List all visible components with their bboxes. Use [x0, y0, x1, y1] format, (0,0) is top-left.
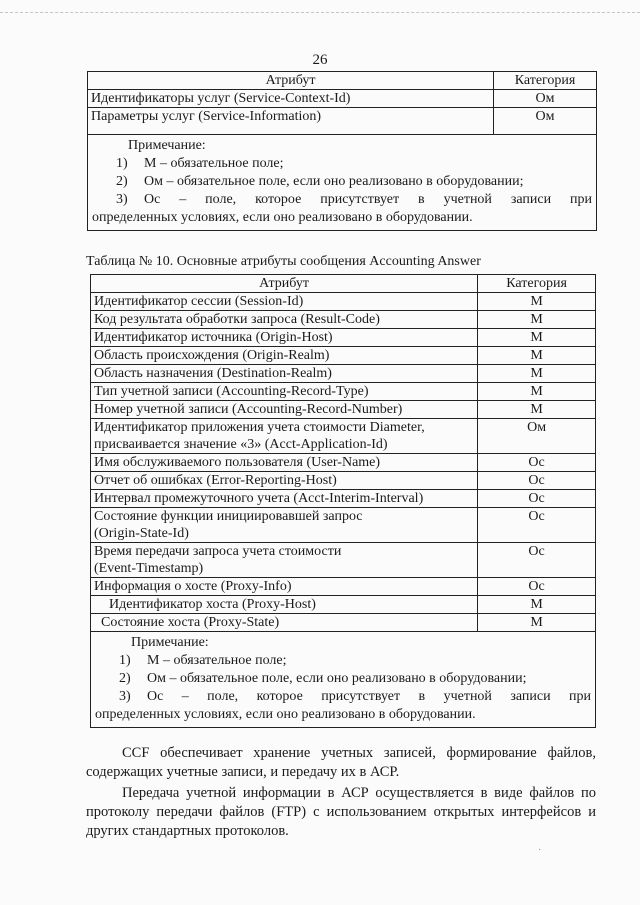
column-header-category: Категория — [494, 72, 597, 90]
category-cell: М — [478, 293, 596, 311]
table-row — [91, 419, 596, 454]
category-cell: М — [478, 401, 596, 419]
table-row — [88, 108, 597, 135]
note-title: Примечание: — [131, 635, 209, 650]
attribute-cell: Идентификатор сессии (Session-Id) — [91, 293, 478, 311]
column-header-attribute: Атрибут — [91, 275, 478, 293]
table-row — [91, 543, 596, 578]
attribute-cell: Идентификатор источника (Origin-Host) — [91, 329, 478, 347]
scan-speck: ˙ — [538, 848, 542, 859]
category-cell: М — [478, 383, 596, 401]
category-cell: Ом — [478, 419, 596, 454]
column-header-category: Категория — [478, 275, 596, 293]
attribute-cell: Имя обслуживаемого пользователя (User-Name) — [91, 454, 478, 472]
attribute-cell: Состояние функции инициировавшей запрос (Origin-State-Id) — [91, 508, 478, 543]
attribute-cell: Номер учетной записи (Accounting-Record-Number) — [91, 401, 478, 419]
table-row — [91, 329, 596, 347]
note-item: 1) М – обязательное поле; — [119, 653, 287, 668]
category-cell: М — [478, 347, 596, 365]
body-paragraph: CCF обеспечивает хранение учетных записей, формирование файлов, содержащих учетные записи, и передачу их в АСР. — [86, 745, 596, 780]
category-cell: Ос — [478, 508, 596, 543]
attribute-cell: Время передачи запроса учета стоимости (Event-Timestamp) — [91, 543, 478, 578]
table-row — [91, 311, 596, 329]
attributes-table-2 — [90, 274, 596, 728]
column-header-attribute: Атрибут — [88, 72, 494, 90]
table-row — [91, 347, 596, 365]
attribute-cell: Идентификаторы услуг (Service-Context-Id) — [88, 90, 494, 108]
category-cell: Ос — [478, 454, 596, 472]
category-cell: Ос — [478, 490, 596, 508]
table-row — [91, 508, 596, 543]
attribute-cell: Область происхождения (Origin-Realm) — [91, 347, 478, 365]
note-cell — [91, 632, 596, 728]
note-row — [91, 632, 596, 728]
category-cell: Ом — [494, 108, 597, 135]
table-row — [91, 472, 596, 490]
table-row — [91, 454, 596, 472]
body-paragraph: Передача учетной информации в АСР осуществляется в виде файлов по протоколу передачи файлов (FTP) с использованием открытых интерфейсов и других стандартных протоколов. — [86, 785, 596, 839]
attribute-cell: Тип учетной записи (Accounting-Record-Type) — [91, 383, 478, 401]
category-cell: Ос — [478, 543, 596, 578]
category-cell: М — [478, 365, 596, 383]
table-row — [91, 614, 596, 632]
note-item: 3) Ос – поле, которое присутствует в учетной записи при — [119, 689, 591, 704]
scan-artifact-line — [0, 12, 640, 14]
table-header-row — [88, 72, 597, 90]
table-caption: Таблица № 10. Основные атрибуты сообщения Accounting Answer — [86, 254, 481, 269]
note-cell — [88, 135, 597, 231]
attribute-cell: Код результата обработки запроса (Result-Code) — [91, 311, 478, 329]
category-cell: Ос — [478, 578, 596, 596]
attribute-cell: Информация о хосте (Proxy-Info) — [91, 578, 478, 596]
category-cell: Ом — [494, 90, 597, 108]
note-item: 1) М – обязательное поле; — [116, 156, 284, 171]
note-row — [88, 135, 597, 231]
attribute-cell: Область назначения (Destination-Realm) — [91, 365, 478, 383]
attribute-cell: Параметры услуг (Service-Information) — [88, 108, 494, 135]
note-item: 2) Ом – обязательное поле, если оно реализовано в оборудовании; — [116, 174, 524, 189]
table-row — [91, 490, 596, 508]
table-row — [91, 596, 596, 614]
attribute-cell: Идентификатор приложения учета стоимости Diameter, присваивается значение «3» (Acct-Application-Id) — [91, 419, 478, 454]
table-row — [88, 90, 597, 108]
note-continuation: определенных условиях, если оно реализовано в оборудовании. — [92, 210, 473, 225]
category-cell: М — [478, 311, 596, 329]
table-row — [91, 365, 596, 383]
attributes-table-1 — [87, 71, 597, 231]
table-row — [91, 578, 596, 596]
category-cell: М — [478, 614, 596, 632]
attribute-cell: Состояние хоста (Proxy-State) — [91, 614, 478, 632]
category-cell: М — [478, 329, 596, 347]
table-row — [91, 401, 596, 419]
category-cell: Ос — [478, 472, 596, 490]
note-title: Примечание: — [128, 138, 206, 153]
page-number: 26 — [312, 52, 328, 68]
attribute-cell: Идентификатор хоста (Proxy-Host) — [91, 596, 478, 614]
note-item: 2) Ом – обязательное поле, если оно реализовано в оборудовании; — [119, 671, 527, 686]
category-cell: М — [478, 596, 596, 614]
attribute-cell: Отчет об ошибках (Error-Reporting-Host) — [91, 472, 478, 490]
table-row — [91, 383, 596, 401]
table-row — [91, 293, 596, 311]
note-continuation: определенных условиях, если оно реализовано в оборудовании. — [95, 707, 476, 722]
attribute-cell: Интервал промежуточного учета (Acct-Interim-Interval) — [91, 490, 478, 508]
note-item: 3) Ос – поле, которое присутствует в учетной записи при — [116, 192, 592, 207]
table-header-row — [91, 275, 596, 293]
